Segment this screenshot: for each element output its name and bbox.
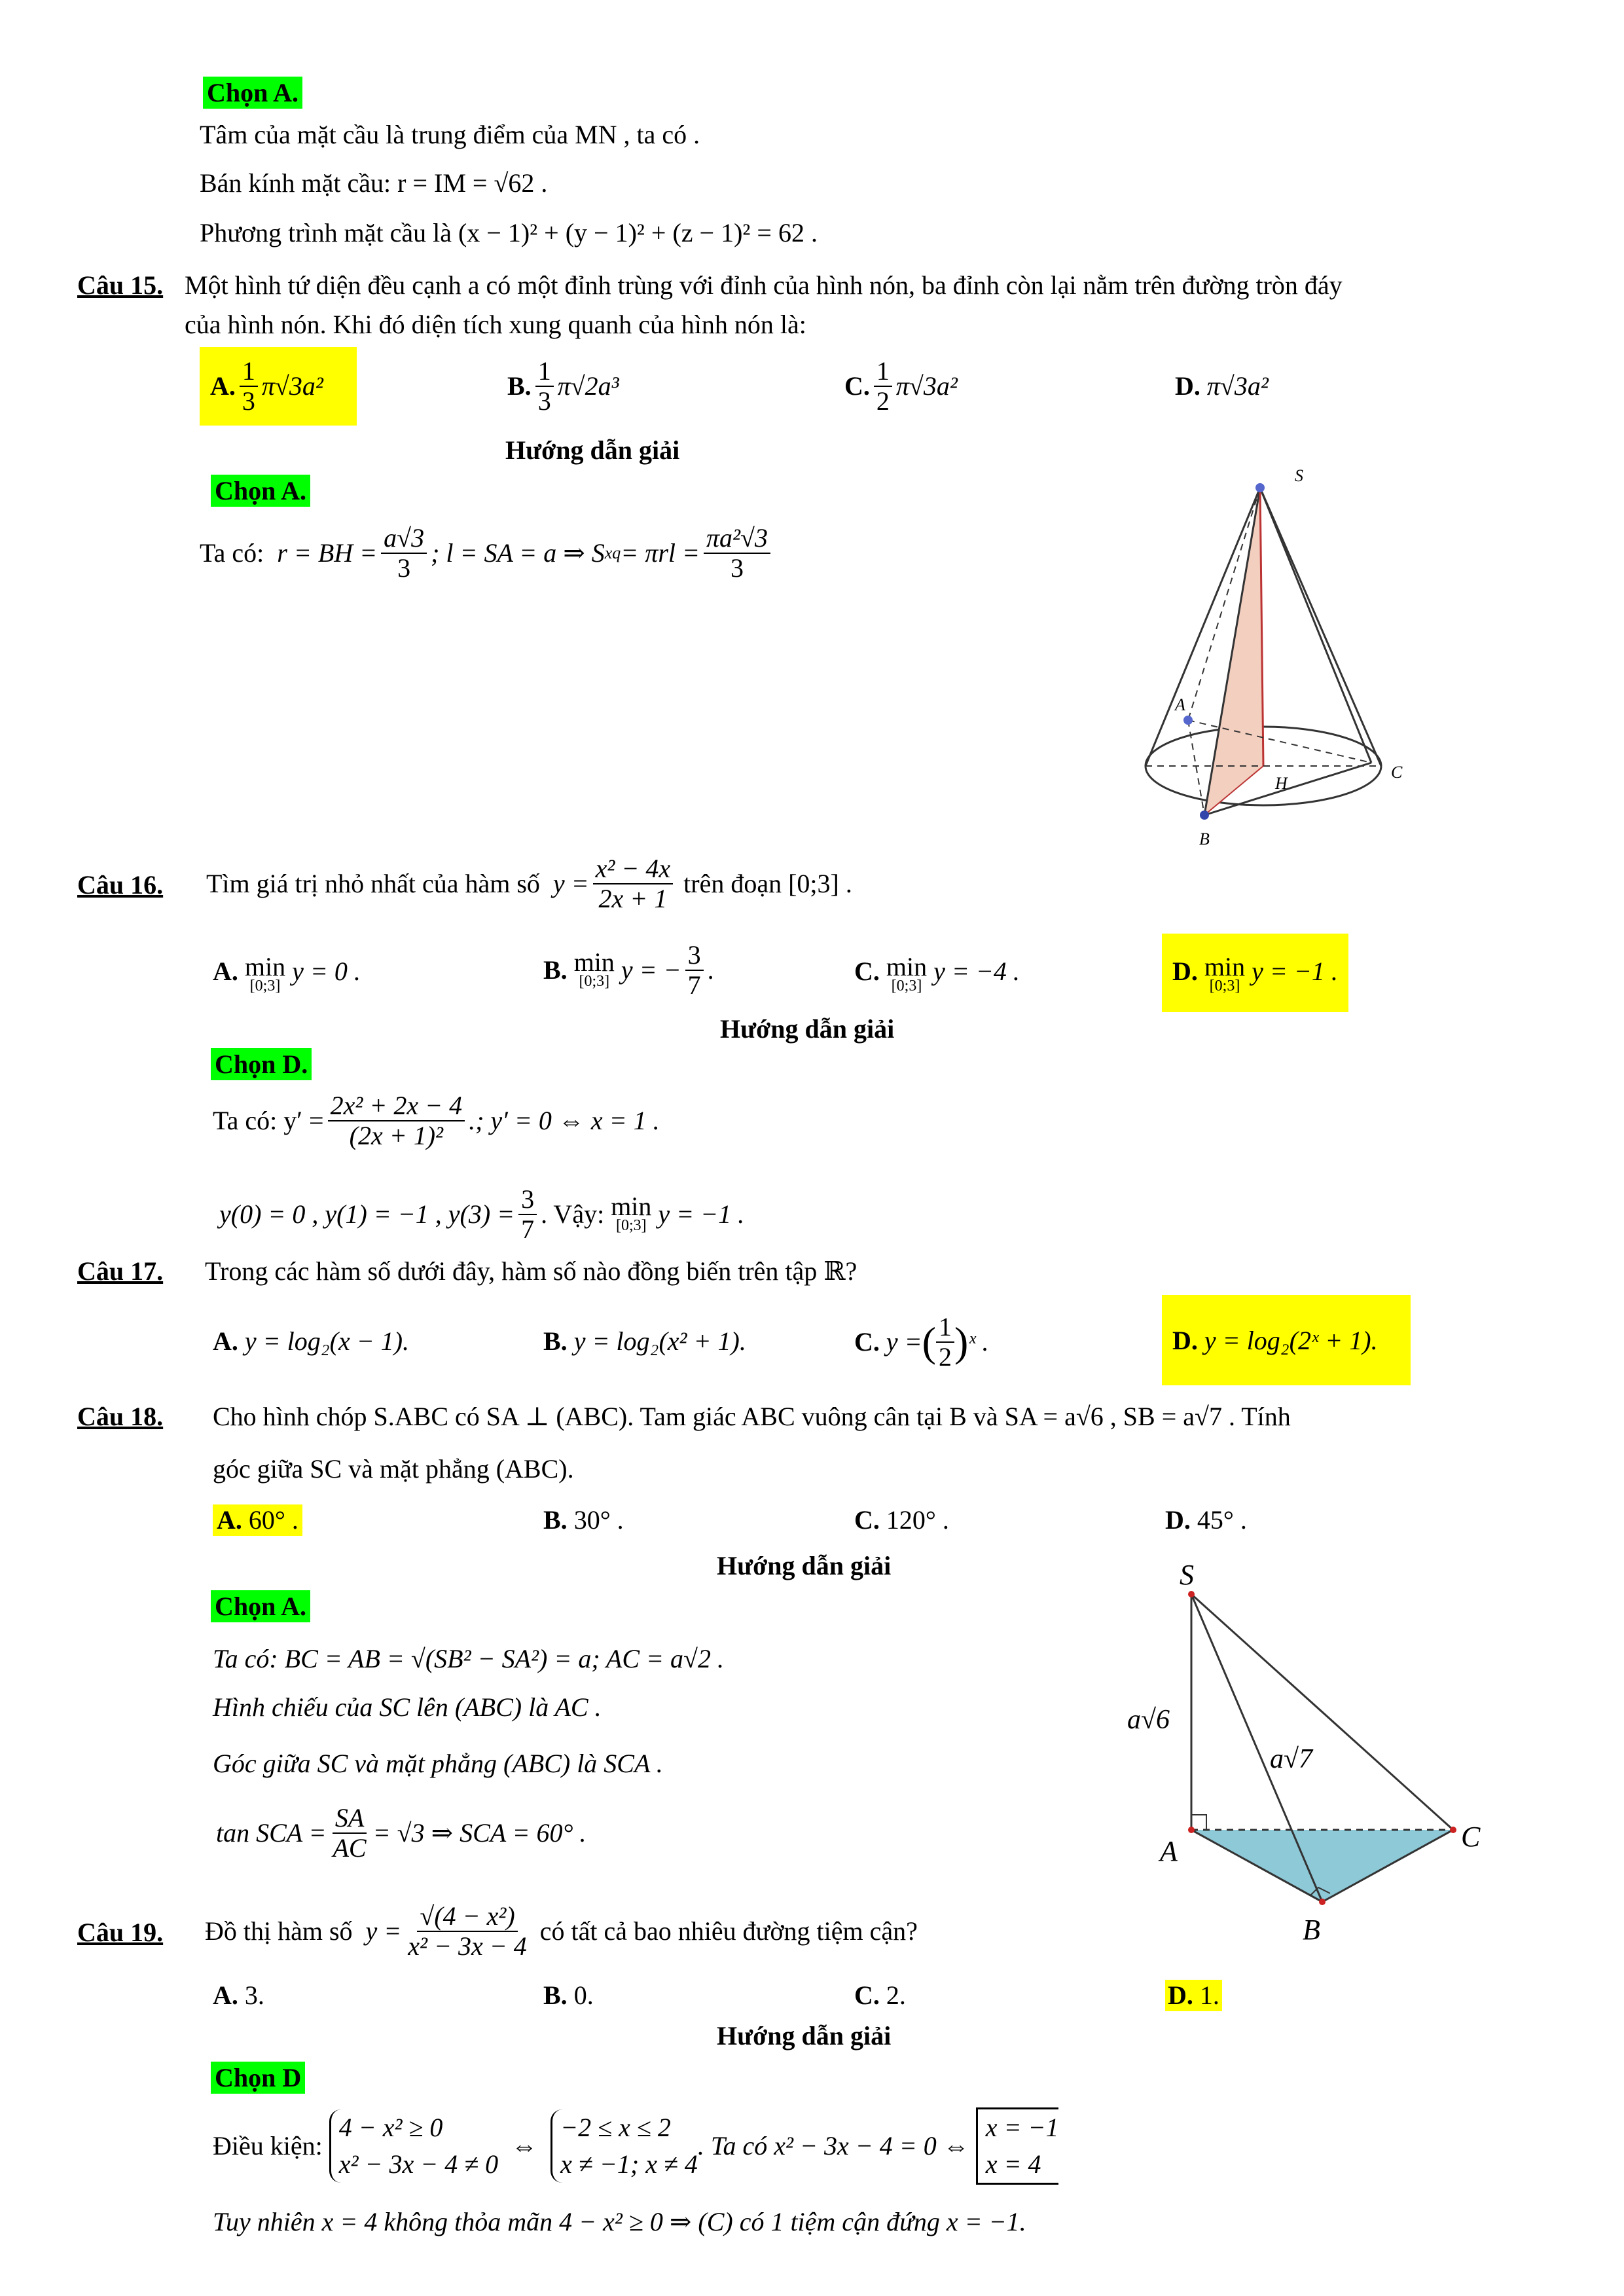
pyramid-figure [1113,1558,1519,1964]
chosen-answer-badge: Chọn D. [211,1048,312,1080]
chosen-answer-badge: Chọn D [211,2062,305,2094]
option-d[interactable]: D. π√3a² [1175,371,1269,401]
edge-label-SA: a√6 [1127,1705,1170,1735]
top-line-1: Tâm của mặt cầu là trung điểm của MN , ta có . [200,120,700,149]
question-number: Câu 16. [77,870,164,900]
option-d[interactable]: D. min [0;3] y = −1 . [1162,934,1348,1012]
point-label-C: C [1391,763,1403,782]
solution-line: Ta có: BC = AB = √(SB² − SA²) = a; AC = a√2 . [213,1644,724,1673]
option-a[interactable]: A. $\frac{1}{3}$ π√3a² [200,347,357,426]
solution-heading: Hướng dẫn giải [505,435,680,465]
question-text: góc giữa SC và mặt phẳng (ABC). [213,1454,574,1484]
chosen-answer-badge: Chọn A. [203,77,302,109]
solution-line: Ta có: r = BH = $\frac{a√3}{3}$ ; l = SA = a ⇒ S xq = πrl = $\frac{\text{πa²√3}}{3}$ [200,517,774,589]
solution-heading: Hướng dẫn giải [720,1014,895,1044]
option-c[interactable]: C. min [0;3] y = −4 . [854,952,1020,994]
point-label-H: H [1275,774,1288,793]
cone-figure [1113,458,1427,864]
solution-line: Tuy nhiên x = 4 không thỏa mãn 4 − x² ≥ 0 ⇒ (C) có 1 tiệm cận đứng x = −1. [213,2207,1026,2236]
solution-heading: Hướng dẫn giải [717,1551,892,1580]
option-b[interactable]: B. y = log₂(x² + 1). [543,1326,746,1356]
point-label-B: B [1303,1914,1320,1946]
option-d[interactable]: D. 45° . [1165,1505,1247,1535]
option-d[interactable]: D. y = log₂(2ˣ + 1). [1162,1295,1411,1385]
question-text: Đồ thị hàm số y = $\frac{\text{√(4 − x²)}}{\text{x² − 3x − 4}}$ có tất cả bao nhiêu đường tiệm cận? [205,1901,918,1961]
question-text: Một hình tứ diện đều cạnh a có một đỉnh trùng với đỉnh của hình nón, ba đỉnh còn lại nằm trên đường tròn đáy [185,270,1343,300]
question-text: của hình nón. Khi đó diện tích xung quanh của hình nón là: [185,310,806,339]
question-text: Cho hình chóp S.ABC có SA ⊥ (ABC). Tam giác ABC vuông cân tại B và SA = a√6 , SB = a√7 . Tính [213,1402,1291,1431]
chosen-answer-badge: Chọn A. [211,1590,310,1622]
point-label-B: B [1199,829,1210,848]
point-label-S: S [1180,1559,1194,1591]
edge-label-SB: a√7 [1270,1744,1313,1774]
point-label-A: A [1175,695,1185,714]
top-line-2: Bán kính mặt cầu: r = IM = √62 . [200,168,548,198]
question-text: Trong các hàm số dưới đây, hàm số nào đồng biến trên tập ℝ? [205,1256,857,1286]
option-b[interactable]: B. 0. [543,1980,594,2010]
solution-line: Điều kiện: 4 − x² ≥ 0 x² − 3x − 4 ≠ 0 ⇔ −2 ≤ x ≤ 2 x ≠ −1; x ≠ 4 . Ta có x² − 3x − 4 = 0 ⇔ x = −1 x = 4 [213,2100,1058,2192]
solution-line: tan SCA = $\frac{SA}{AC}$ = √3 ⇒ SCA = 60° . [216,1803,586,1863]
option-c[interactable]: C. $\frac{1}{2}$ π√3a² [844,356,958,416]
option-b[interactable]: B. 30° . [543,1505,624,1535]
option-b[interactable]: B. min [0;3] y = − $\frac{3}{7}$ . [543,940,714,1000]
option-c[interactable]: C. y = ( $\frac{1}{2}$ ) ˣ . [854,1312,989,1372]
option-d[interactable]: D. 1. [1165,1980,1222,2011]
option-a[interactable]: A. y = log₂(x − 1). [213,1326,410,1356]
option-c[interactable]: C. 2. [854,1980,906,2010]
option-a[interactable]: A. 3. [213,1980,264,2010]
option-c[interactable]: C. 120° . [854,1505,949,1535]
question-number: Câu 15. [77,270,164,300]
solution-heading: Hướng dẫn giải [717,2021,892,2050]
question-text: Tìm giá trị nhỏ nhất của hàm số y = $\frac{\text{x² − 4x}}{2x + 1}$ trên đoạn [0;3] . [206,854,852,913]
solution-line: Góc giữa SC và mặt phẳng (ABC) là SCA . [213,1749,663,1778]
option-a[interactable]: A. 60° . [213,1504,302,1536]
question-number: Câu 19. [77,1918,164,1947]
question-number: Câu 17. [77,1256,164,1286]
point-label-A: A [1160,1835,1178,1867]
solution-line: y(0) = 0 , y(1) = −1 , y(3) = $\frac{3}{7}$ . Vậy: min [0;3] y = −1 . [219,1184,745,1244]
point-label-C: C [1461,1821,1481,1853]
chosen-answer-badge: Chọn A. [211,475,310,507]
solution-line: Ta có: y′ = $\frac{\text{2x² + 2x − 4}}{\text{(2x + 1)²}}$ .; y′ = 0 ⇔ x = 1 . [213,1091,660,1150]
option-b[interactable]: B. $\frac{1}{3}$ π√2a³ [507,356,619,416]
point-label-S: S [1295,466,1303,485]
solution-line: Hình chiếu của SC lên (ABC) là AC . [213,1692,602,1722]
option-a[interactable]: A. min [0;3] y = 0 . [213,952,361,994]
top-line-3: Phương trình mặt cầu là (x − 1)² + (y − 1)² + (z − 1)² = 62 . [200,218,818,247]
question-number: Câu 18. [77,1402,164,1431]
